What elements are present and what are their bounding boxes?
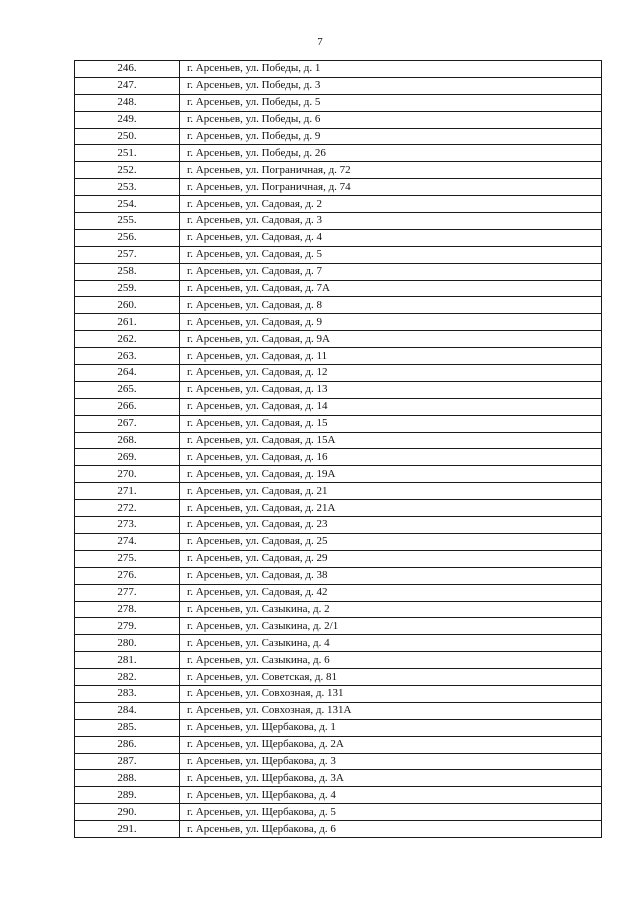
row-number-cell: 283. bbox=[75, 685, 180, 702]
table-row bbox=[75, 787, 602, 804]
address-cell: г. Арсеньев, ул. Садовая, д. 23 bbox=[180, 517, 602, 534]
address-cell: г. Арсеньев, ул. Победы, д. 26 bbox=[180, 145, 602, 162]
table-row bbox=[75, 533, 602, 550]
table-row bbox=[75, 449, 602, 466]
row-number-cell: 251. bbox=[75, 145, 180, 162]
row-number-cell: 259. bbox=[75, 280, 180, 297]
address-cell: г. Арсеньев, ул. Щербакова, д. 5 bbox=[180, 804, 602, 821]
address-cell: г. Арсеньев, ул. Садовая, д. 21А bbox=[180, 500, 602, 517]
row-number-cell: 247. bbox=[75, 77, 180, 94]
address-cell: г. Арсеньев, ул. Садовая, д. 2 bbox=[180, 196, 602, 213]
table-row bbox=[75, 297, 602, 314]
row-number-cell: 280. bbox=[75, 635, 180, 652]
table-row bbox=[75, 702, 602, 719]
row-number-cell: 261. bbox=[75, 314, 180, 331]
table-row bbox=[75, 111, 602, 128]
address-cell: г. Арсеньев, ул. Садовая, д. 7 bbox=[180, 263, 602, 280]
address-cell: г. Арсеньев, ул. Щербакова, д. 4 bbox=[180, 787, 602, 804]
table-row bbox=[75, 584, 602, 601]
address-cell: г. Арсеньев, ул. Садовая, д. 29 bbox=[180, 550, 602, 567]
row-number-cell: 256. bbox=[75, 229, 180, 246]
address-cell: г. Арсеньев, ул. Садовая, д. 7А bbox=[180, 280, 602, 297]
address-cell: г. Арсеньев, ул. Садовая, д. 15А bbox=[180, 432, 602, 449]
address-cell: г. Арсеньев, ул. Победы, д. 5 bbox=[180, 94, 602, 111]
table-row bbox=[75, 415, 602, 432]
row-number-cell: 277. bbox=[75, 584, 180, 601]
address-cell: г. Арсеньев, ул. Победы, д. 3 bbox=[180, 77, 602, 94]
table-row bbox=[75, 635, 602, 652]
row-number-cell: 262. bbox=[75, 331, 180, 348]
table-row bbox=[75, 94, 602, 111]
row-number-cell: 253. bbox=[75, 179, 180, 196]
table-row bbox=[75, 669, 602, 686]
table-row bbox=[75, 719, 602, 736]
row-number-cell: 290. bbox=[75, 804, 180, 821]
address-cell: г. Арсеньев, ул. Садовая, д. 11 bbox=[180, 348, 602, 365]
address-cell: г. Арсеньев, ул. Садовая, д. 19А bbox=[180, 466, 602, 483]
row-number-cell: 269. bbox=[75, 449, 180, 466]
table-row bbox=[75, 601, 602, 618]
address-cell: г. Арсеньев, ул. Щербакова, д. 6 bbox=[180, 821, 602, 838]
row-number-cell: 257. bbox=[75, 246, 180, 263]
address-cell: г. Арсеньев, ул. Садовая, д. 14 bbox=[180, 398, 602, 415]
table-row bbox=[75, 398, 602, 415]
address-cell: г. Арсеньев, ул. Победы, д. 9 bbox=[180, 128, 602, 145]
address-cell: г. Арсеньев, ул. Садовая, д. 8 bbox=[180, 297, 602, 314]
table-row bbox=[75, 229, 602, 246]
table-row bbox=[75, 365, 602, 382]
table-row bbox=[75, 804, 602, 821]
row-number-cell: 268. bbox=[75, 432, 180, 449]
table-row bbox=[75, 314, 602, 331]
address-cell: г. Арсеньев, ул. Садовая, д. 25 bbox=[180, 533, 602, 550]
table-row bbox=[75, 331, 602, 348]
address-cell: г. Арсеньев, ул. Пограничная, д. 74 bbox=[180, 179, 602, 196]
address-cell: г. Арсеньев, ул. Садовая, д. 38 bbox=[180, 567, 602, 584]
row-number-cell: 288. bbox=[75, 770, 180, 787]
row-number-cell: 273. bbox=[75, 517, 180, 534]
table-row bbox=[75, 213, 602, 230]
row-number-cell: 278. bbox=[75, 601, 180, 618]
address-cell: г. Арсеньев, ул. Щербакова, д. 2А bbox=[180, 736, 602, 753]
table-row bbox=[75, 263, 602, 280]
table-row bbox=[75, 770, 602, 787]
row-number-cell: 284. bbox=[75, 702, 180, 719]
address-cell: г. Арсеньев, ул. Щербакова, д. 3А bbox=[180, 770, 602, 787]
row-number-cell: 260. bbox=[75, 297, 180, 314]
address-cell: г. Арсеньев, ул. Сазыкина, д. 4 bbox=[180, 635, 602, 652]
table-row bbox=[75, 821, 602, 838]
table-row bbox=[75, 550, 602, 567]
row-number-cell: 279. bbox=[75, 618, 180, 635]
address-cell: г. Арсеньев, ул. Совхозная, д. 131А bbox=[180, 702, 602, 719]
address-table bbox=[74, 60, 602, 838]
row-number-cell: 248. bbox=[75, 94, 180, 111]
row-number-cell: 258. bbox=[75, 263, 180, 280]
row-number-cell: 287. bbox=[75, 753, 180, 770]
table-row bbox=[75, 196, 602, 213]
address-cell: г. Арсеньев, ул. Садовая, д. 21 bbox=[180, 483, 602, 500]
address-cell: г. Арсеньев, ул. Сазыкина, д. 6 bbox=[180, 652, 602, 669]
row-number-cell: 249. bbox=[75, 111, 180, 128]
row-number-cell: 267. bbox=[75, 415, 180, 432]
row-number-cell: 281. bbox=[75, 652, 180, 669]
table-row bbox=[75, 61, 602, 78]
table-row bbox=[75, 381, 602, 398]
row-number-cell: 270. bbox=[75, 466, 180, 483]
row-number-cell: 276. bbox=[75, 567, 180, 584]
row-number-cell: 286. bbox=[75, 736, 180, 753]
table-row bbox=[75, 348, 602, 365]
address-cell: г. Арсеньев, ул. Садовая, д. 5 bbox=[180, 246, 602, 263]
row-number-cell: 255. bbox=[75, 213, 180, 230]
table-row bbox=[75, 432, 602, 449]
address-cell: г. Арсеньев, ул. Пограничная, д. 72 bbox=[180, 162, 602, 179]
row-number-cell: 282. bbox=[75, 669, 180, 686]
address-cell: г. Арсеньев, ул. Садовая, д. 42 bbox=[180, 584, 602, 601]
address-cell: г. Арсеньев, ул. Садовая, д. 9 bbox=[180, 314, 602, 331]
table-row bbox=[75, 77, 602, 94]
row-number-cell: 266. bbox=[75, 398, 180, 415]
table-row bbox=[75, 618, 602, 635]
table-row bbox=[75, 280, 602, 297]
address-cell: г. Арсеньев, ул. Советская, д. 81 bbox=[180, 669, 602, 686]
table-row bbox=[75, 736, 602, 753]
row-number-cell: 246. bbox=[75, 61, 180, 78]
address-cell: г. Арсеньев, ул. Совхозная, д. 131 bbox=[180, 685, 602, 702]
address-cell: г. Арсеньев, ул. Садовая, д. 12 bbox=[180, 365, 602, 382]
table-row bbox=[75, 567, 602, 584]
row-number-cell: 250. bbox=[75, 128, 180, 145]
row-number-cell: 272. bbox=[75, 500, 180, 517]
row-number-cell: 264. bbox=[75, 365, 180, 382]
address-cell: г. Арсеньев, ул. Победы, д. 1 bbox=[180, 61, 602, 78]
address-cell: г. Арсеньев, ул. Сазыкина, д. 2/1 bbox=[180, 618, 602, 635]
table-row bbox=[75, 483, 602, 500]
table-row bbox=[75, 145, 602, 162]
address-cell: г. Арсеньев, ул. Победы, д. 6 bbox=[180, 111, 602, 128]
table-row bbox=[75, 652, 602, 669]
address-cell: г. Арсеньев, ул. Садовая, д. 16 bbox=[180, 449, 602, 466]
row-number-cell: 291. bbox=[75, 821, 180, 838]
address-cell: г. Арсеньев, ул. Садовая, д. 3 bbox=[180, 213, 602, 230]
address-cell: г. Арсеньев, ул. Щербакова, д. 1 bbox=[180, 719, 602, 736]
table-row bbox=[75, 179, 602, 196]
row-number-cell: 263. bbox=[75, 348, 180, 365]
row-number-cell: 275. bbox=[75, 550, 180, 567]
row-number-cell: 274. bbox=[75, 533, 180, 550]
table-row bbox=[75, 246, 602, 263]
table-row bbox=[75, 753, 602, 770]
page-number: 7 bbox=[317, 36, 323, 48]
row-number-cell: 254. bbox=[75, 196, 180, 213]
table-row bbox=[75, 162, 602, 179]
row-number-cell: 271. bbox=[75, 483, 180, 500]
address-cell: г. Арсеньев, ул. Садовая, д. 9А bbox=[180, 331, 602, 348]
table-row bbox=[75, 466, 602, 483]
address-cell: г. Арсеньев, ул. Садовая, д. 15 bbox=[180, 415, 602, 432]
address-cell: г. Арсеньев, ул. Садовая, д. 13 bbox=[180, 381, 602, 398]
address-table-body bbox=[75, 61, 602, 838]
address-cell: г. Арсеньев, ул. Сазыкина, д. 2 bbox=[180, 601, 602, 618]
table-row bbox=[75, 500, 602, 517]
table-row bbox=[75, 685, 602, 702]
row-number-cell: 285. bbox=[75, 719, 180, 736]
address-cell: г. Арсеньев, ул. Садовая, д. 4 bbox=[180, 229, 602, 246]
row-number-cell: 289. bbox=[75, 787, 180, 804]
address-cell: г. Арсеньев, ул. Щербакова, д. 3 bbox=[180, 753, 602, 770]
table-row bbox=[75, 128, 602, 145]
row-number-cell: 252. bbox=[75, 162, 180, 179]
table-row bbox=[75, 517, 602, 534]
row-number-cell: 265. bbox=[75, 381, 180, 398]
